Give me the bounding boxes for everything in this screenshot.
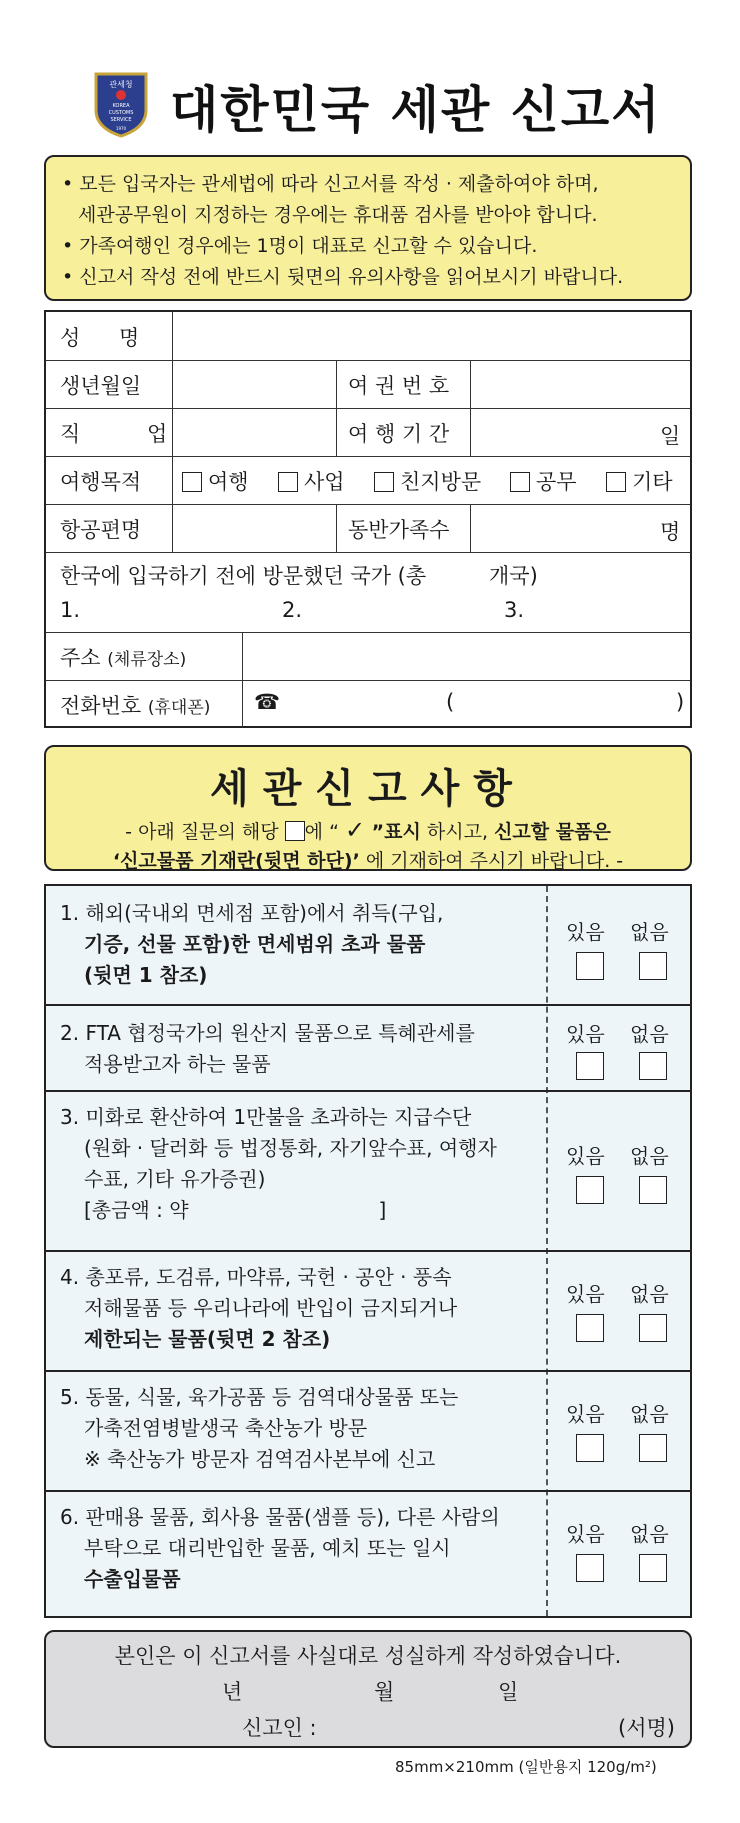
korea-customs-logo bbox=[92, 70, 150, 138]
yes-label: 있음 bbox=[566, 1402, 605, 1426]
question-divider bbox=[46, 1370, 690, 1372]
yes-label: 있음 bbox=[566, 920, 605, 944]
flight-number-field[interactable] bbox=[176, 508, 332, 548]
q6-yes-checkbox[interactable] bbox=[576, 1554, 604, 1582]
paren-close: ) bbox=[676, 690, 685, 714]
logo-text: SERVICE bbox=[110, 117, 132, 123]
yes-label: 있음 bbox=[566, 1282, 605, 1306]
no-label: 없음 bbox=[630, 1402, 669, 1426]
yes-label: 있음 bbox=[566, 1522, 605, 1546]
notice-line: • 가족여행인 경우에는 1명이 대표로 신고할 수 있습니다. bbox=[62, 235, 538, 257]
birth-date-field[interactable] bbox=[176, 364, 332, 404]
checkbox[interactable] bbox=[510, 472, 530, 492]
instruction-line-1: - 아래 질문의 해당 에 “ ✓ ”표시 하시고, 신고할 물품은 bbox=[125, 816, 611, 844]
q2-no-checkbox[interactable] bbox=[639, 1052, 667, 1080]
question-2: 2. FTA 협정국가의 원산지 물품으로 특혜관세를 적용받고자 하는 물품 bbox=[60, 1021, 475, 1076]
person-unit: 명 bbox=[660, 520, 681, 544]
row-divider bbox=[46, 408, 690, 409]
row-divider bbox=[46, 632, 690, 633]
logo-text: 1970 bbox=[115, 126, 127, 131]
question-6: 6. 판매용 물품, 회사용 물품(샘플 등), 다른 사람의 부탁으로 대리반입한 물품, 예치 또는 일시 수출입물품 bbox=[60, 1505, 500, 1591]
no-label: 없음 bbox=[630, 1022, 669, 1046]
occupation-label: 직 업 bbox=[60, 422, 198, 446]
col-divider bbox=[336, 360, 337, 456]
logo-text: KOREA bbox=[112, 103, 130, 109]
travel-purpose-label: 여행목적 bbox=[60, 470, 142, 494]
name-label: 성 명 bbox=[60, 326, 156, 350]
birth-date-label: 생년월일 bbox=[60, 374, 142, 398]
row-divider bbox=[46, 504, 690, 505]
passport-number-field[interactable] bbox=[474, 364, 686, 404]
notice-box bbox=[44, 155, 692, 301]
occupation-field[interactable] bbox=[176, 412, 332, 452]
address-label: 주소 (체류장소) bbox=[60, 646, 187, 670]
name-field[interactable] bbox=[176, 316, 686, 356]
col-divider bbox=[470, 360, 471, 456]
q3-no-checkbox[interactable] bbox=[639, 1176, 667, 1204]
checkbox-sample-icon bbox=[285, 821, 305, 841]
purpose-option-family-visit[interactable]: 친지방문 bbox=[374, 466, 481, 496]
yes-label: 있음 bbox=[566, 1144, 605, 1168]
logo-emblem bbox=[116, 90, 126, 100]
question-divider bbox=[46, 1490, 690, 1492]
q2-yes-checkbox[interactable] bbox=[576, 1052, 604, 1080]
purpose-option-official[interactable]: 공무 bbox=[510, 466, 577, 496]
countries-count-unit: 개국) bbox=[489, 564, 538, 588]
phone-label: 전화번호 (휴대폰) bbox=[60, 694, 211, 718]
row-divider bbox=[46, 680, 690, 681]
check-mark-icon: ✓ bbox=[344, 816, 366, 844]
question-divider bbox=[46, 1004, 690, 1006]
row-divider bbox=[46, 552, 690, 553]
page-title: 대한민국 세관 신고서 bbox=[170, 81, 662, 139]
q5-yes-checkbox[interactable] bbox=[576, 1434, 604, 1462]
signature-box bbox=[44, 1630, 692, 1748]
q1-no-checkbox[interactable] bbox=[639, 952, 667, 980]
declarant-label: 신고인 : bbox=[242, 1716, 317, 1740]
customs-questions bbox=[44, 884, 692, 1618]
checkbox[interactable] bbox=[278, 472, 298, 492]
travel-period-field[interactable] bbox=[474, 412, 654, 452]
question-1: 1. 해외(국내외 면세점 포함)에서 취득(구입, 기증, 선물 포함)한 면세범위 초과 물품 (뒷면 1 참조) bbox=[60, 901, 444, 987]
row-divider bbox=[46, 456, 690, 457]
checkbox[interactable] bbox=[374, 472, 394, 492]
q3-yes-checkbox[interactable] bbox=[576, 1176, 604, 1204]
customs-declaration-header bbox=[44, 745, 692, 871]
row-divider bbox=[46, 360, 690, 361]
col-divider bbox=[242, 632, 243, 728]
year-label: 년 bbox=[222, 1680, 243, 1704]
no-label: 없음 bbox=[630, 1282, 669, 1306]
logo-text: 관세청 bbox=[109, 80, 133, 89]
no-label: 없음 bbox=[630, 920, 669, 944]
q4-yes-checkbox[interactable] bbox=[576, 1314, 604, 1342]
country-1-number: 1. bbox=[60, 598, 81, 622]
declarant-name-field[interactable] bbox=[338, 1710, 588, 1742]
month-label: 월 bbox=[374, 1680, 395, 1704]
form-size-note: 85mm×210mm (일반용지 120g/m²) bbox=[395, 1758, 657, 1776]
logo-text: CUSTOMS bbox=[108, 110, 134, 116]
flight-number-label: 항공편명 bbox=[60, 518, 142, 542]
country-2-number: 2. bbox=[282, 598, 303, 622]
q1-yes-checkbox[interactable] bbox=[576, 952, 604, 980]
notice-line: • 모든 입국자는 관세법에 따라 신고서를 작성 · 제출하여야 하며, bbox=[62, 173, 599, 195]
col-divider bbox=[336, 504, 337, 552]
declaration-statement: 본인은 이 신고서를 사실대로 성실하게 작성하였습니다. bbox=[114, 1644, 622, 1668]
question-3: 3. 미화로 환산하여 1만불을 초과하는 지급수단 (원화 · 달러화 등 법정통화, 자기앞수표, 여행자 수표, 기타 유가증권) [총금액 : 약 ] bbox=[60, 1105, 497, 1222]
question-divider bbox=[46, 1090, 690, 1092]
companions-field[interactable] bbox=[474, 508, 654, 548]
no-label: 없음 bbox=[630, 1144, 669, 1168]
total-amount-label: [총금액 : 약 bbox=[84, 1198, 189, 1222]
companions-label: 동반가족수 bbox=[348, 518, 450, 542]
q4-no-checkbox[interactable] bbox=[639, 1314, 667, 1342]
travel-period-label: 여 행 기 간 bbox=[348, 422, 450, 446]
signature-label: (서명) bbox=[618, 1716, 675, 1740]
col-divider bbox=[470, 504, 471, 552]
passport-number-label: 여 권 번 호 bbox=[348, 374, 450, 398]
question-divider bbox=[46, 1250, 690, 1252]
instruction-line-2: ‘신고물품 기재란(뒷면 하단)’ 에 기재하여 주시기 바랍니다. - bbox=[112, 850, 624, 872]
personal-info-table bbox=[44, 310, 692, 728]
country-3-number: 3. bbox=[504, 598, 525, 622]
phone-field[interactable] bbox=[286, 684, 666, 724]
checkbox[interactable] bbox=[182, 472, 202, 492]
q6-no-checkbox[interactable] bbox=[639, 1554, 667, 1582]
checkbox[interactable] bbox=[606, 472, 626, 492]
purpose-option-business[interactable]: 사업 bbox=[278, 466, 345, 496]
paren-open: ( bbox=[446, 690, 455, 714]
no-label: 없음 bbox=[630, 1522, 669, 1546]
countries-visited-label: 한국에 입국하기 전에 방문했던 국가 (총 bbox=[60, 564, 427, 588]
purpose-option-other[interactable]: 기타 bbox=[606, 466, 673, 496]
question-4: 4. 총포류, 도검류, 마약류, 국헌 · 공안 · 풍속 저해물품 등 우리나라에 반입이 금지되거나 제한되는 물품(뒷면 2 참조) bbox=[60, 1265, 458, 1351]
notice-line: 세관공무원이 지정하는 경우에는 휴대품 검사를 받아야 합니다. bbox=[78, 204, 598, 226]
day-unit: 일 bbox=[660, 424, 681, 448]
address-field[interactable] bbox=[246, 636, 686, 676]
phone-icon: ☎ bbox=[254, 690, 281, 714]
question-5: 5. 동물, 식물, 육가공품 등 검역대상물품 또는 가축전염병발생국 축산농가 방문 ※ 축산농가 방문자 검역검사본부에 신고 bbox=[60, 1385, 459, 1471]
q5-no-checkbox[interactable] bbox=[639, 1434, 667, 1462]
purpose-option-travel[interactable]: 여행 bbox=[182, 466, 249, 496]
notice-line: • 신고서 작성 전에 반드시 뒷면의 유의사항을 읽어보시기 바랍니다. bbox=[62, 266, 624, 288]
customs-declaration-title: 세관신고사항 bbox=[210, 766, 526, 812]
yes-label: 있음 bbox=[566, 1022, 605, 1046]
day-label: 일 bbox=[498, 1680, 519, 1704]
